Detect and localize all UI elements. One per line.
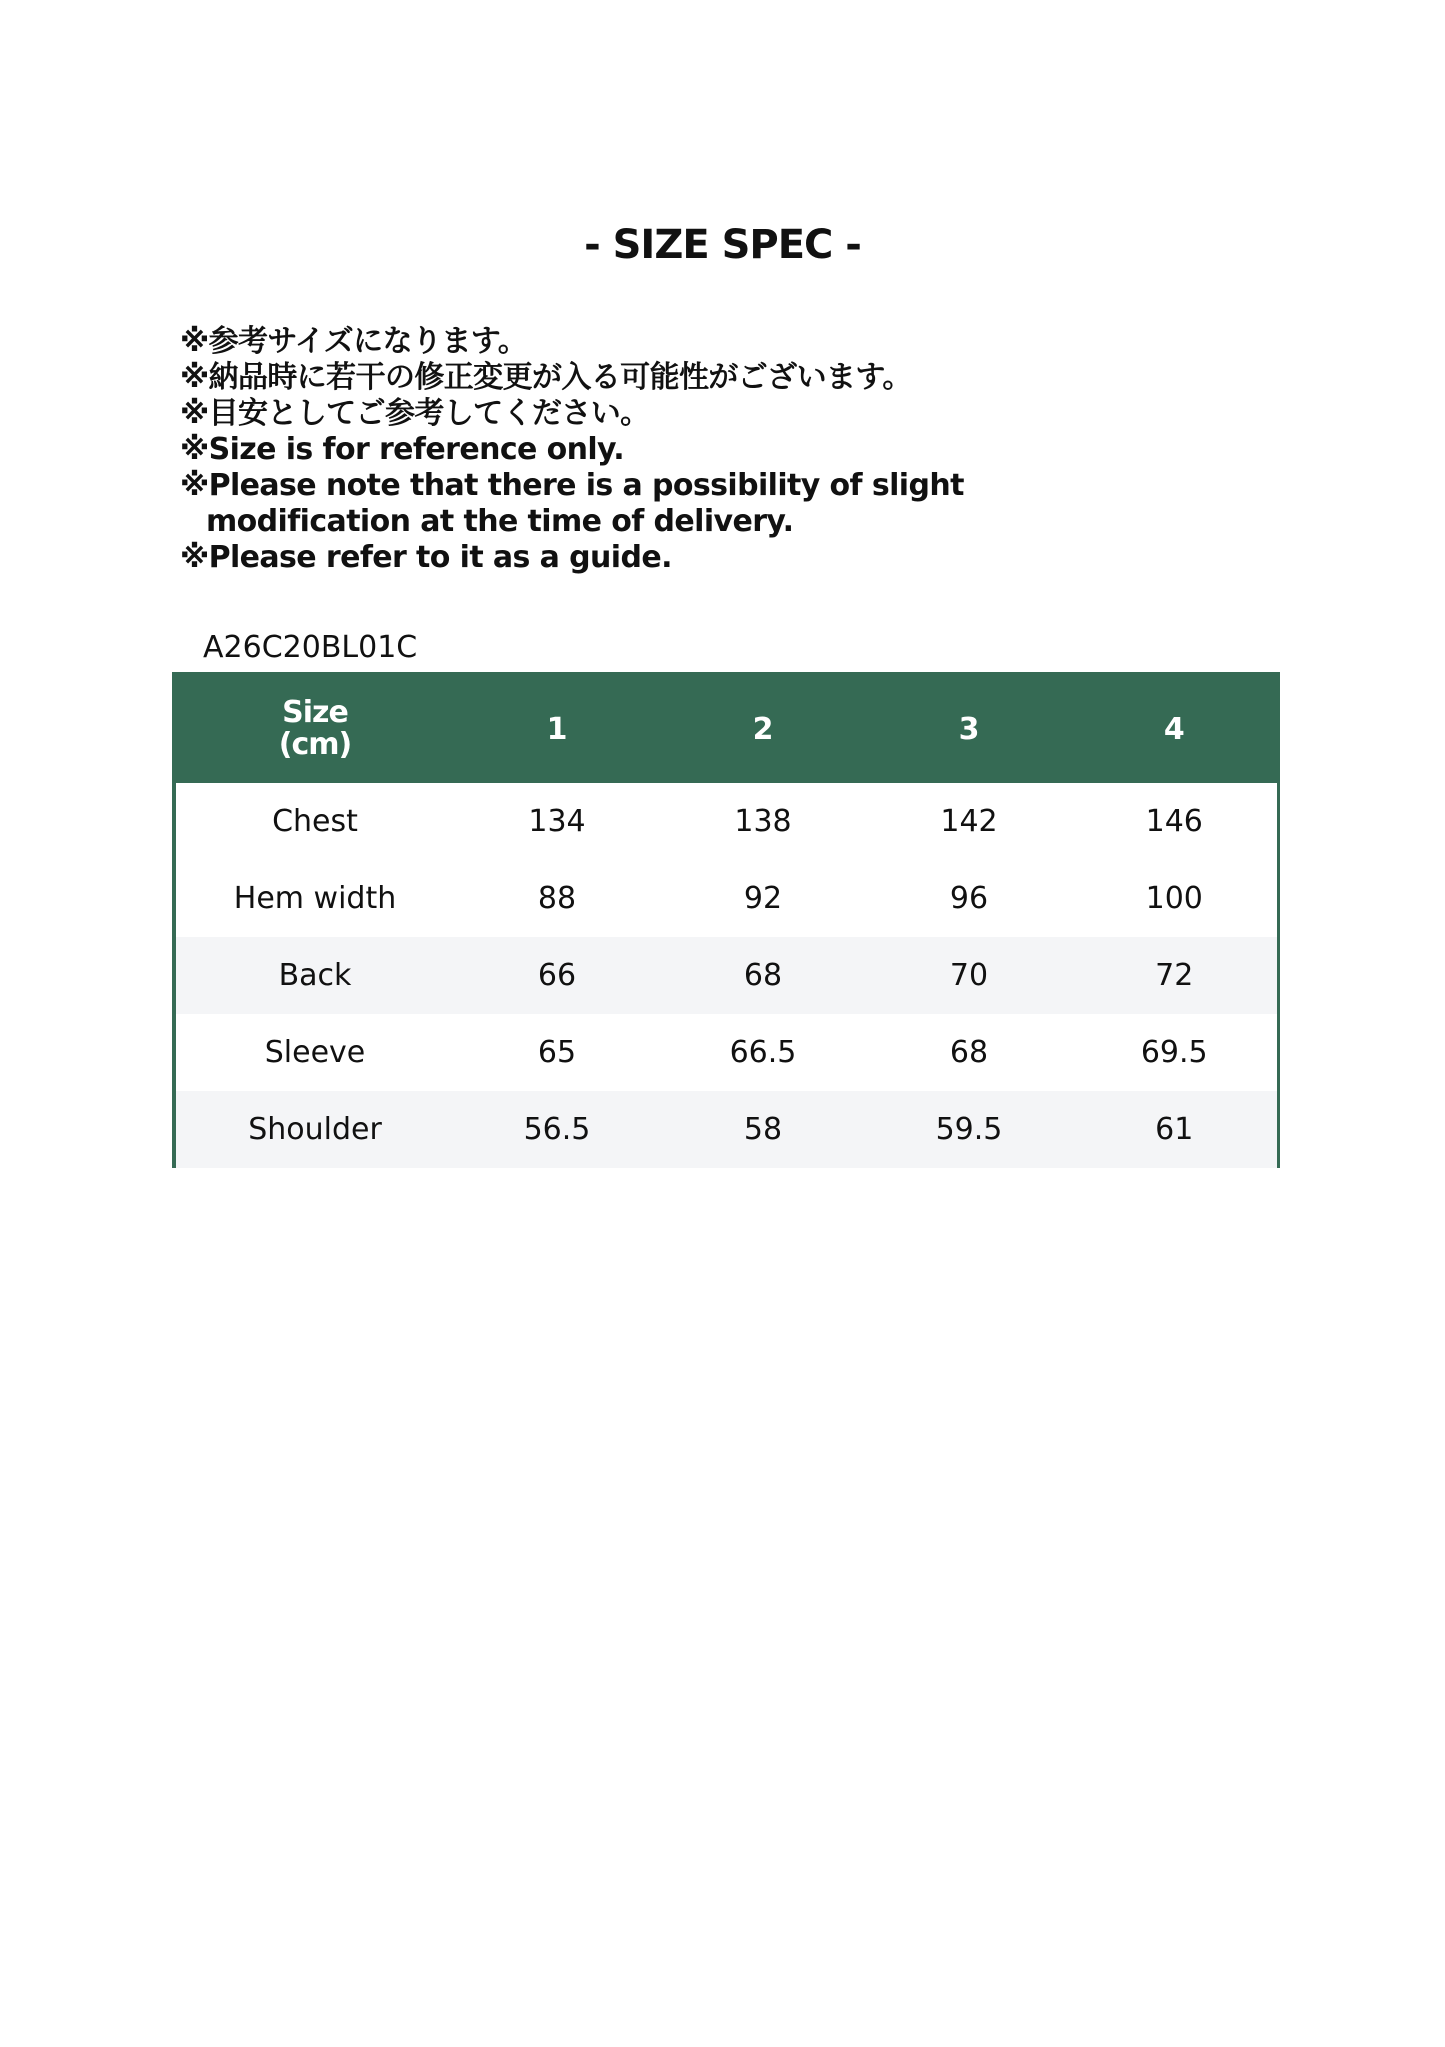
size-spec-table <box>172 672 1280 1168</box>
row-label: Chest <box>272 804 358 839</box>
table-cell: 138 <box>734 804 792 839</box>
table-header-row <box>174 674 1278 784</box>
table-cell: 59.5 <box>866 1091 1072 1168</box>
table-row <box>174 860 1278 937</box>
size-column-header: 2 <box>660 674 866 784</box>
table-cell: 68 <box>949 1035 989 1070</box>
table-cell: 88 <box>537 881 577 916</box>
table-cell: 100 <box>1145 881 1203 916</box>
note-line-modification-jp: ※納品時に若干の修正変更が入る可能性がございます。 <box>180 360 912 395</box>
table-cell: 66 <box>454 937 660 1014</box>
table-cell: 70 <box>866 937 1072 1014</box>
note-line-reference-en: ※Size is for reference only. <box>180 432 625 467</box>
row-label: Hem width <box>233 881 397 916</box>
note-line-guide-jp: ※目安としてご参考してください。 <box>180 396 650 431</box>
product-code: A26C20BL01C <box>203 630 418 665</box>
row-label: Sleeve <box>264 1035 366 1070</box>
size-column-header: 4 <box>1072 674 1278 784</box>
size-column-header: 3 <box>866 674 1072 784</box>
table-cell: 92 <box>743 881 783 916</box>
table-row <box>174 1091 1278 1168</box>
table-cell: 68 <box>660 937 866 1014</box>
table-cell: 142 <box>940 804 998 839</box>
notes-block <box>180 324 1280 576</box>
note-line-modification-en: ※Please note that there is a possibility of slight <box>180 468 964 503</box>
table-cell: 69.5 <box>1140 1035 1208 1070</box>
table-cell: 65 <box>537 1035 577 1070</box>
size-header-label: Size <box>282 695 348 730</box>
row-label: Back <box>174 937 454 1014</box>
note-line-guide-en: ※Please refer to it as a guide. <box>180 540 672 575</box>
page-title: - SIZE SPEC - <box>584 222 861 268</box>
table-cell: 58 <box>660 1091 866 1168</box>
table-row <box>174 937 1278 1014</box>
table-row <box>174 1014 1278 1091</box>
unit-header-label: (cm) <box>278 727 352 762</box>
table-cell: 61 <box>1072 1091 1278 1168</box>
table-cell: 134 <box>528 804 586 839</box>
table-cell: 66.5 <box>729 1035 797 1070</box>
note-line-modification-en-cont: modification at the time of delivery. <box>206 504 794 539</box>
table-row <box>174 783 1278 860</box>
size-unit-header <box>174 674 454 784</box>
size-column-header: 1 <box>454 674 660 784</box>
table-cell: 56.5 <box>454 1091 660 1168</box>
row-label: Shoulder <box>174 1091 454 1168</box>
table-cell: 96 <box>949 881 989 916</box>
table-cell: 146 <box>1145 804 1203 839</box>
table-cell: 72 <box>1072 937 1278 1014</box>
note-line-reference-jp: ※参考サイズになります。 <box>180 324 528 359</box>
